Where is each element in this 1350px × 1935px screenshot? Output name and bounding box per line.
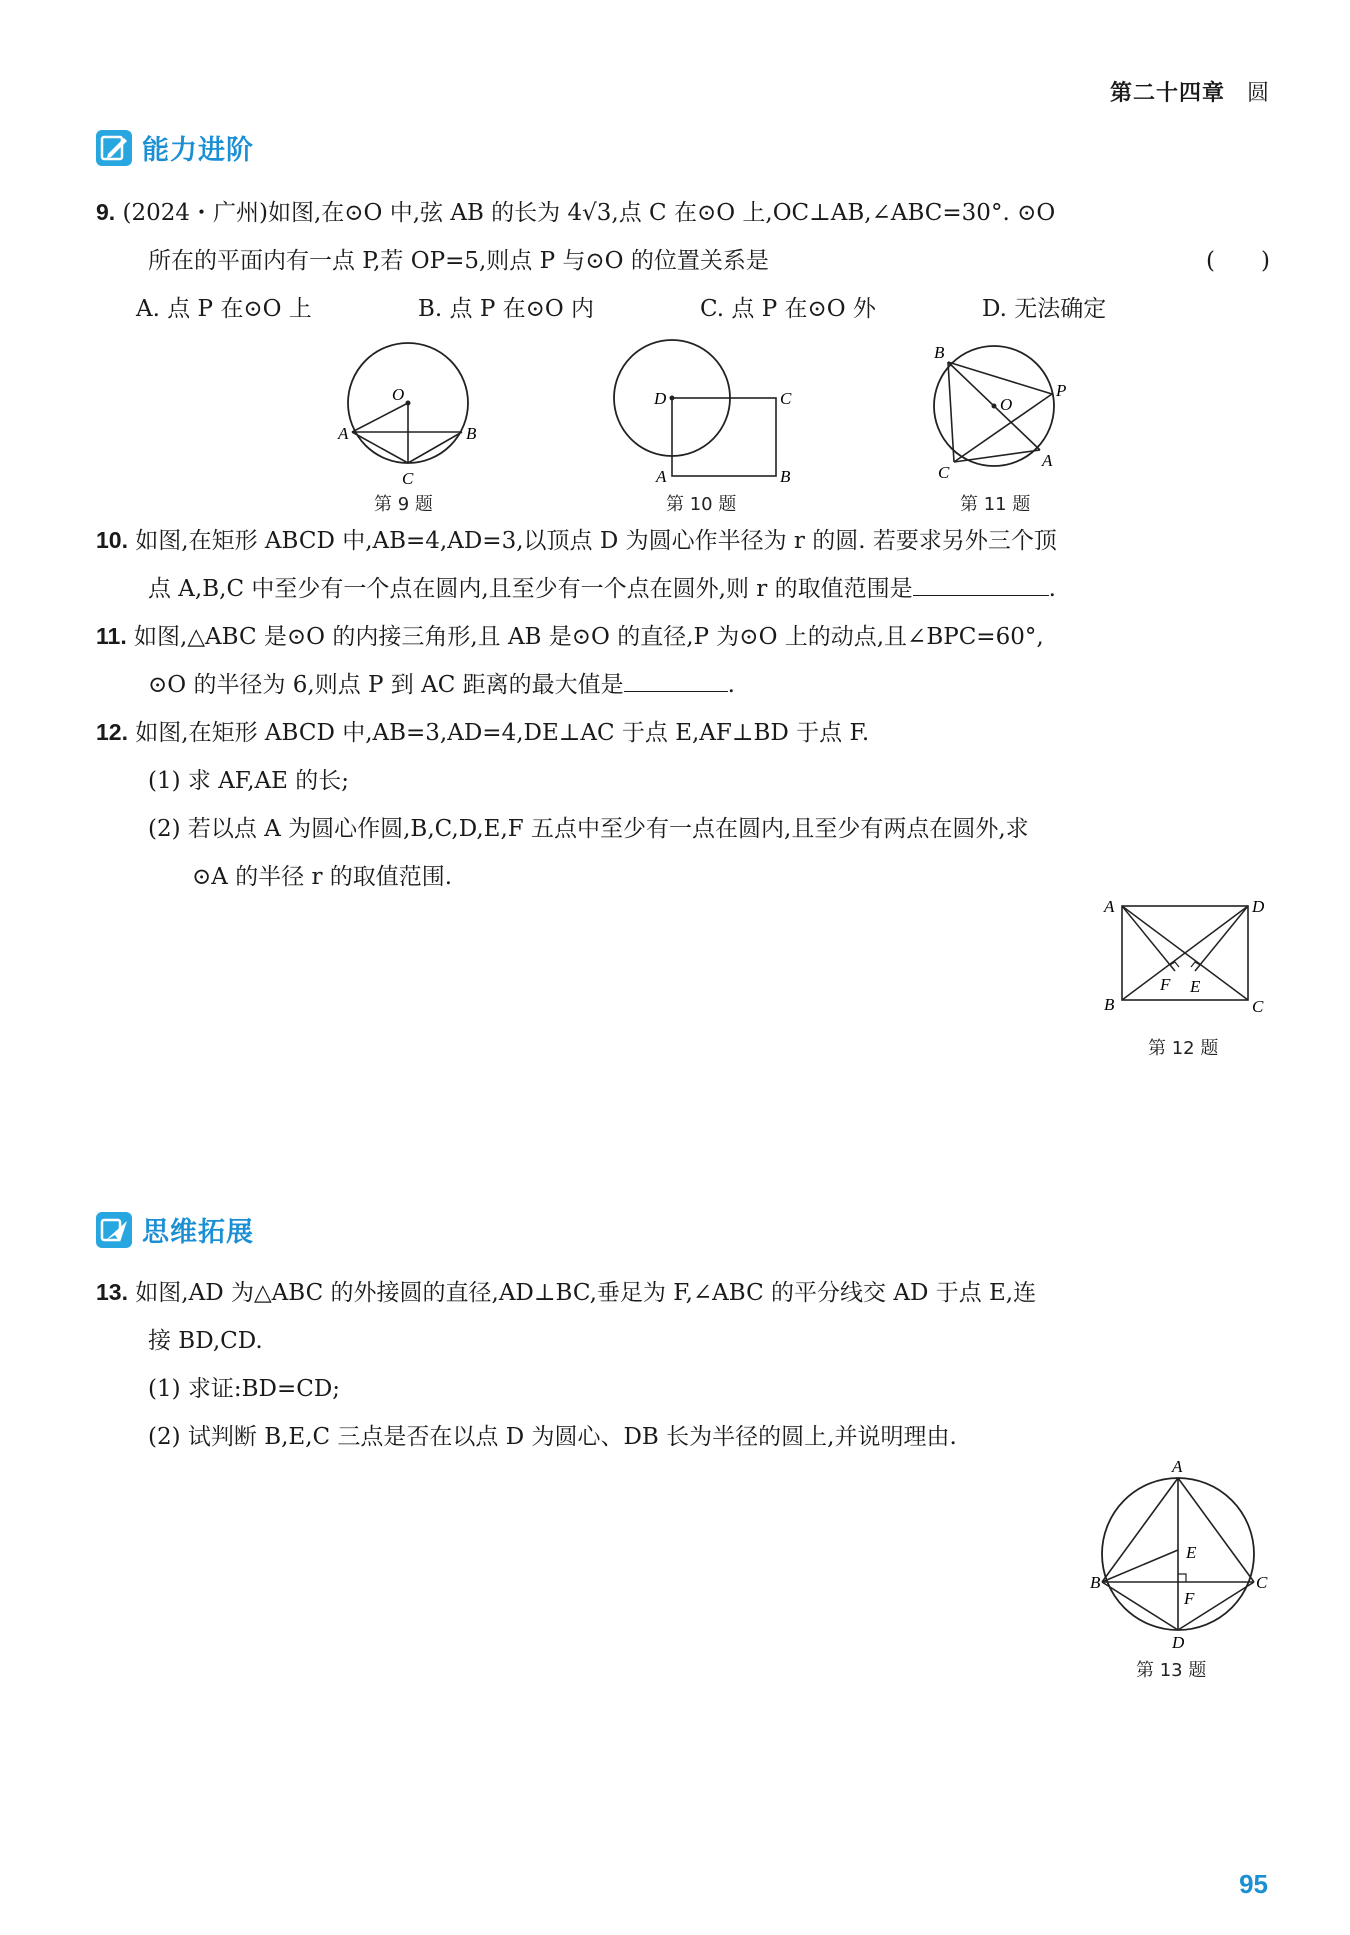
fig12-label-f: F: [1160, 975, 1171, 994]
figure-10-caption: 第 10 题: [666, 494, 737, 515]
fig9-label-o: O: [392, 385, 405, 404]
figure-11-caption: 第 11 题: [960, 494, 1031, 515]
fig11-label-o: O: [1000, 395, 1013, 414]
pencil-note-icon: [96, 130, 132, 166]
fig11-label-p: P: [1056, 381, 1067, 400]
question-11-line2: ⊙O 的半径为 6,则点 P 到 AC 距离的最大值是: [148, 672, 624, 698]
question-13-number: 13.: [96, 1279, 128, 1305]
figure-13: [1090, 1457, 1270, 1652]
option-d: D. 无法确定: [982, 296, 1107, 322]
question-9: [96, 188, 1270, 333]
fig9-label-b: B: [466, 424, 477, 443]
section-advanced-title: 能力进阶: [142, 135, 254, 166]
question-13-sub1: (1) 求证:BD=CD;: [148, 1376, 341, 1402]
figure-11: [920, 338, 1080, 488]
question-12-sub2a: (2) 若以点 A 为圆心作圆,B,C,D,E,F 五点中至少有一点在圆内,且至少有两点在圆外,求: [148, 816, 1029, 842]
fig9-label-a: A: [338, 424, 349, 443]
question-13-sub2: (2) 试判断 B,E,C 三点是否在以点 D 为圆心、DB 长为半径的圆上,并说明理由.: [148, 1424, 957, 1450]
question-12-sub1: (1) 求 AF,AE 的长;: [148, 768, 349, 794]
figure-9-caption: 第 9 题: [374, 494, 433, 515]
question-13: [96, 1268, 1270, 1461]
option-c: C. 点 P 在⊙O 外: [700, 296, 876, 322]
chapter-header: [1110, 76, 1270, 107]
figure-13-caption: 第 13 题: [1136, 1660, 1207, 1681]
section-extension-heading: [96, 1210, 254, 1249]
paper-plane-icon: [96, 1212, 132, 1248]
section-advanced-heading: [96, 128, 254, 167]
chapter-label: 第二十四章: [1109, 81, 1225, 106]
fig12-label-c: C: [1252, 997, 1264, 1016]
answer-blank[interactable]: [913, 569, 1049, 596]
answer-paren: ( ): [1206, 248, 1270, 274]
question-11-line1: 如图,△ABC 是⊙O 的内接三角形,且 AB 是⊙O 的直径,P 为⊙O 上的动点,且∠BPC=60°,: [134, 624, 1044, 650]
figure-10: [600, 338, 800, 488]
fig10-label-b: B: [780, 467, 791, 486]
fig13-label-b: B: [1090, 1573, 1101, 1592]
question-12-line1: 如图,在矩形 ABCD 中,AB=3,AD=4,DE⊥AC 于点 E,AF⊥BD 于点 F.: [135, 720, 870, 746]
page-number: 95: [1239, 1869, 1268, 1899]
fig13-label-d: D: [1172, 1633, 1185, 1652]
fig13-label-e: E: [1186, 1543, 1197, 1562]
fig13-label-c: C: [1256, 1573, 1268, 1592]
figure-12-caption: 第 12 题: [1148, 1038, 1219, 1059]
question-13-line2: 接 BD,CD.: [148, 1328, 263, 1354]
question-12: [96, 708, 1270, 901]
question-13-line1: 如图,AD 为△ABC 的外接圆的直径,AD⊥BC,垂足为 F,∠ABC 的平分线交 AD 于点 E,连: [135, 1280, 1037, 1306]
chapter-name: 圆: [1246, 81, 1270, 106]
fig11-label-a: A: [1042, 451, 1053, 470]
question-11: [96, 612, 1270, 709]
question-9-line1: (2024・广州)如图,在⊙O 中,弦 AB 的长为 4√3,点 C 在⊙O 上,OC⊥AB,∠ABC=30°. ⊙O: [122, 200, 1056, 226]
answer-blank[interactable]: [624, 665, 728, 692]
fig9-label-c: C: [402, 469, 414, 488]
question-10-number: 10.: [96, 527, 128, 553]
fig12-label-a: A: [1104, 897, 1115, 916]
question-11-number: 11.: [96, 623, 127, 649]
fig13-label-a: A: [1172, 1457, 1183, 1476]
question-10: [96, 516, 1270, 613]
question-12-sub2b: ⊙A 的半径 r 的取值范围.: [192, 864, 453, 890]
option-a: A. 点 P 在⊙O 上: [136, 296, 312, 322]
fig12-label-d: D: [1252, 897, 1265, 916]
fig10-label-d: D: [654, 389, 667, 408]
question-11-end: .: [727, 672, 735, 698]
figure-12: [1100, 896, 1270, 1016]
fig12-label-e: E: [1190, 977, 1201, 996]
fig10-label-a: A: [656, 467, 667, 486]
question-10-end: .: [1048, 576, 1056, 602]
question-10-line1: 如图,在矩形 ABCD 中,AB=4,AD=3,以顶点 D 为圆心作半径为 r 的圆. 若要求另外三个顶: [135, 528, 1057, 554]
question-12-number: 12.: [96, 719, 128, 745]
figure-9: [330, 338, 490, 488]
section-extension-title: 思维拓展: [142, 1217, 254, 1248]
question-9-line2: 所在的平面内有一点 P,若 OP=5,则点 P 与⊙O 的位置关系是: [148, 248, 769, 274]
question-9-number: 9.: [96, 199, 116, 225]
fig11-label-c: C: [938, 463, 950, 482]
fig11-label-b: B: [934, 343, 945, 362]
question-10-line2: 点 A,B,C 中至少有一个点在圆内,且至少有一个点在圆外,则 r 的取值范围是: [148, 576, 913, 602]
option-b: B. 点 P 在⊙O 内: [418, 296, 595, 322]
fig10-label-c: C: [780, 389, 792, 408]
question-9-options: [96, 285, 1270, 333]
fig12-label-b: B: [1104, 995, 1115, 1014]
fig13-label-f: F: [1184, 1589, 1195, 1608]
